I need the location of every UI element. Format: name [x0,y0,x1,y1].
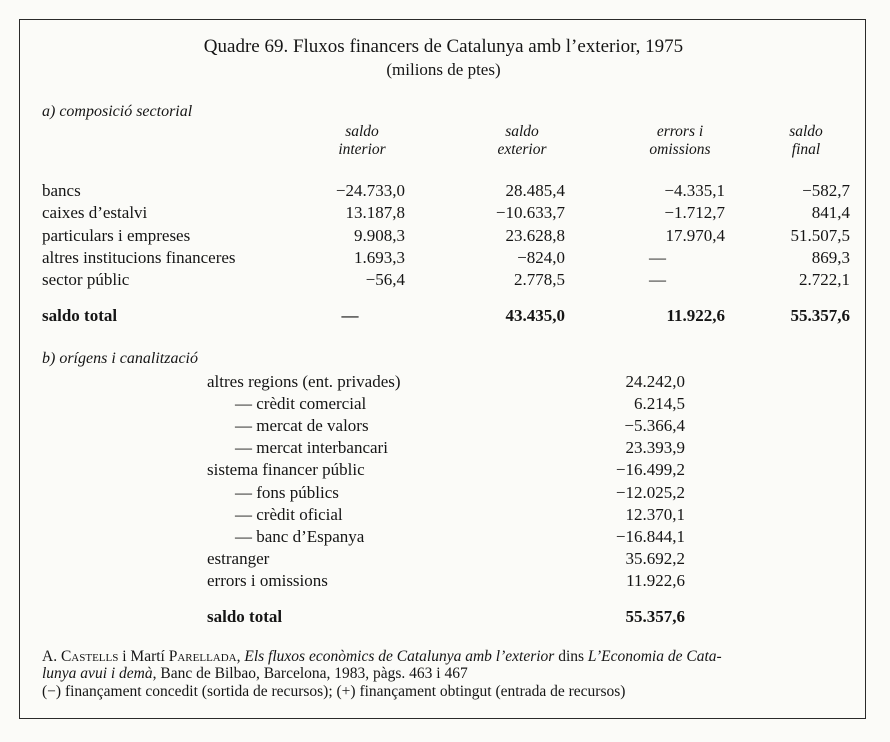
row-label: caixes d’estalvi [42,203,148,222]
cell-value: −10.633,7 [495,203,565,222]
cell-value: −1.712,7 [664,203,725,222]
total-label: saldo total [42,306,118,325]
row-label: sistema financer públic [207,460,365,479]
row-label: sector públic [42,270,130,289]
book-title: L’Economia de Cata- [587,648,722,665]
row-label: altres regions (ent. privades) [207,372,401,391]
col-header-saldo-final: saldo final [789,123,823,158]
cell-value: 13.187,8 [345,203,405,222]
source-title: Els fluxos econòmics de Catalunya amb l’exterior [244,648,555,665]
total-value: 11.922,6 [666,306,725,325]
cell-value: 6.214,5 [634,394,685,413]
footnote: (−) finançament concedit (sortida de recursos); (+) finançament obtingut (entrada de recursos) [42,683,626,700]
cell-value: 51.507,5 [790,226,850,245]
cell-value: 17.970,4 [665,226,725,245]
cell-value: 9.908,3 [354,226,405,245]
table-title: Quadre 69. Fluxos financers de Catalunya amb l’exterior, 1975 [203,36,684,57]
total-value: — [341,306,359,325]
row-label: bancs [42,181,81,200]
source-note: A. Castells i Martí Parellada, Els fluxos econòmics de Catalunya amb l’exterior dins L’Economia de Cata- lunya avui i demà, Banc de Bilbao, Barcelona, 1983, pàgs. 463 i 467 [42,648,722,682]
cell-value: 23.628,8 [505,226,565,245]
col-header-saldo-exterior: saldo exterior [497,123,547,158]
total-value: 43.435,0 [505,306,565,325]
cell-value: 1.693,3 [354,248,405,267]
col-header-errors-omissions: errors i omissions [649,123,711,158]
cell-value: −16.844,1 [615,527,685,546]
author-2: Parellada [168,648,237,665]
cell-value: −824,0 [517,248,565,267]
cell-value: 28.485,4 [505,181,565,200]
cell-value: — [649,270,666,289]
cell-value: 35.692,2 [625,549,685,568]
row-label: — banc d’Espanya [235,527,365,546]
row-label: — fons públics [235,483,339,502]
section-b-heading: b) orígens i canalització [42,350,198,367]
cell-value: — [649,248,666,267]
table-frame [19,19,866,719]
row-label: — crèdit oficial [235,505,343,524]
section-a-heading: a) composició sectorial [42,103,193,120]
cell-value: −12.025,2 [615,483,685,502]
cell-value: 869,3 [811,248,850,267]
row-label: — mercat interbancari [235,438,388,457]
row-label: — mercat de valors [235,416,369,435]
cell-value: 12.370,1 [625,505,685,524]
cell-value: −56,4 [365,270,405,289]
total-value: 55.357,6 [790,306,850,325]
cell-value: −582,7 [802,181,850,200]
cell-value: −16.499,2 [615,460,685,479]
cell-value: 11.922,6 [626,571,685,590]
book-title-cont: lunya avui i demà [42,665,153,682]
total-value: 55.357,6 [625,607,685,626]
row-label: altres institucions financeres [42,248,236,267]
total-label: saldo total [207,607,283,626]
row-label: — crèdit comercial [235,394,367,413]
cell-value: 2.722,1 [799,270,850,289]
cell-value: −4.335,1 [664,181,725,200]
cell-value: −5.366,4 [624,416,685,435]
cell-value: 23.393,9 [625,438,685,457]
row-label: errors i omissions [207,571,328,590]
table-subtitle: (milions de ptes) [386,60,501,79]
cell-value: 24.242,0 [625,372,685,391]
row-label: particulars i empreses [42,226,191,245]
cell-value: −24.733,0 [335,181,405,200]
author-1: Castells [60,648,119,665]
cell-value: 2.778,5 [514,270,565,289]
row-label: estranger [207,549,270,568]
cell-value: 841,4 [811,203,850,222]
col-header-saldo-interior: saldo interior [338,123,386,158]
